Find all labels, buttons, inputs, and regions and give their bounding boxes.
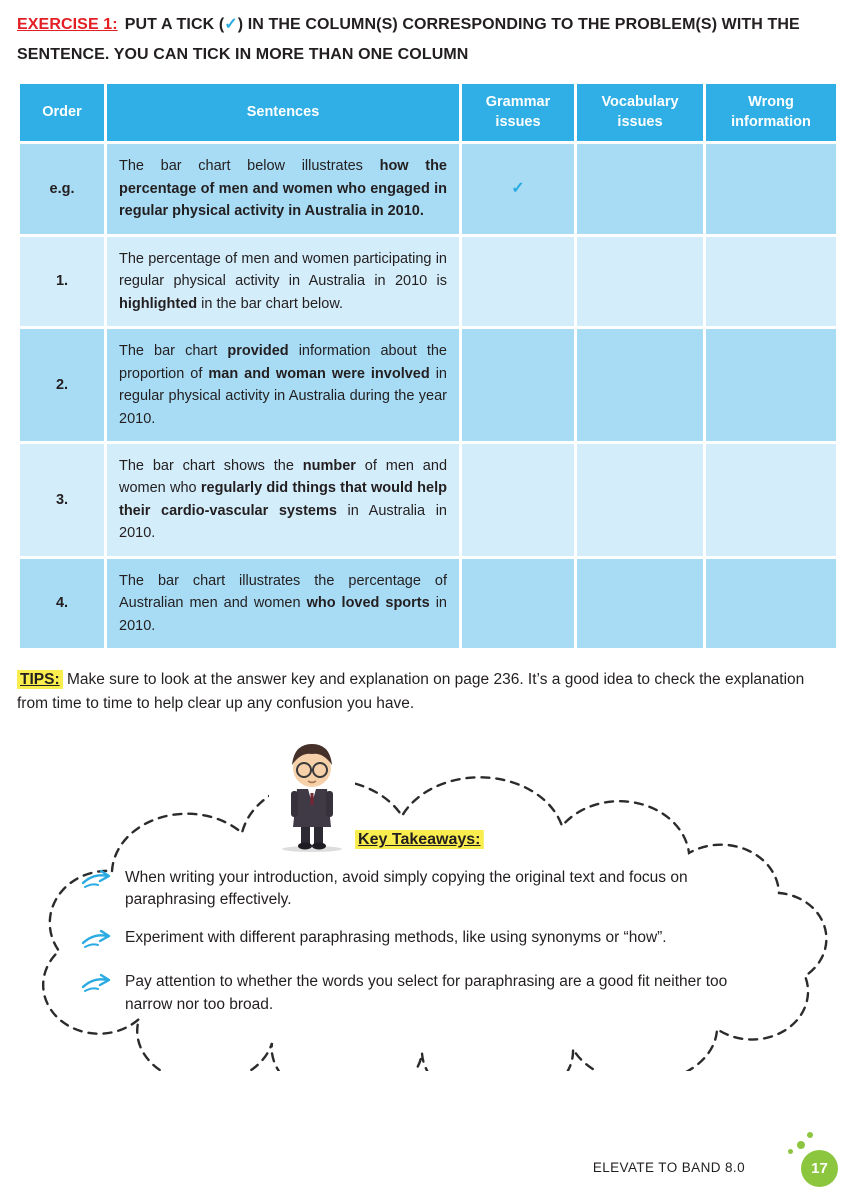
sentence-cell: The percentage of men and women participating in regular physical activity in Australia in 2010 is highlighted in the bar chart below. [107,237,459,326]
takeaway-list [81,867,771,1031]
order-cell: 3. [20,444,104,556]
tick-icon: ✓ [224,16,238,33]
tick-cell [462,329,574,441]
column-header: Vocabulary issues [577,84,703,141]
table-row [20,329,836,441]
sentence-cell: The bar chart illustrates the percentage of Australian men and women who loved sports in 2010. [107,559,459,648]
exercise-instruction-pre: PUT A TICK ( [124,16,225,33]
mascot-illustration [275,741,349,853]
order-cell: e.g. [20,144,104,233]
decorative-dot [797,1141,805,1149]
cloud-content [17,771,838,1071]
exercise-label: EXERCISE 1: [17,16,118,33]
exercise-table [17,81,839,651]
exercise-title [17,10,829,69]
brand-text: ELEVATE TO BAND 8.0 [592,1160,745,1175]
tick-cell [706,144,836,233]
tick-cell [462,144,574,233]
tick-cell [577,444,703,556]
arrow-icon [81,971,113,1000]
mascot-image [269,741,355,858]
tick-cell [577,144,703,233]
tips-paragraph [17,668,839,715]
order-cell: 2. [20,329,104,441]
tick-cell [577,237,703,326]
table-row [20,237,836,326]
table-row [20,559,836,648]
tick-cell [706,559,836,648]
takeaways-heading-label: Key Takeaways: [355,830,483,849]
tick-cell [462,559,574,648]
table-body [20,144,836,648]
sentence-cell: The bar chart provided information about the proportion of man and woman were involved in regular physical activity in Australia during the year 2010. [107,329,459,441]
arrow-icon [81,927,113,956]
takeaway-item [81,927,771,956]
column-header: Order [20,84,104,141]
takeaway-text: When writing your introduction, avoid simply copying the original text and focus on paraphrasing effectively. [125,868,688,909]
tips-text: Make sure to look at the answer key and explanation on page 236. It’s a good idea to check the explanation from time to time to help clear up any confusion you have. [17,671,805,712]
arrow-icon [81,867,113,896]
order-cell: 4. [20,559,104,648]
order-cell: 1. [20,237,104,326]
tick-mark-icon: ✓ [511,179,525,197]
tick-cell [577,329,703,441]
key-takeaways-cloud [17,741,838,1086]
takeaway-text: Pay attention to whether the words you select for paraphrasing are a good fit neither too narrow nor too broad. [125,973,728,1013]
column-header: Grammar issues [462,84,574,141]
column-header: Sentences [107,84,459,141]
sentence-cell: The bar chart below illustrates how the percentage of men and women who engaged in regular physical activity in Australia in 2010. [107,144,459,233]
tick-cell [706,329,836,441]
takeaway-text: Experiment with different paraphrasing methods, like using synonyms or “how”. [125,928,667,946]
takeaway-item [81,867,771,912]
page-number-badge: 17 [801,1150,838,1187]
column-header: Wrong information [706,84,836,141]
tick-cell [706,237,836,326]
tick-cell [462,237,574,326]
tick-cell [706,444,836,556]
table-row [20,144,836,233]
decorative-dot [788,1149,793,1154]
decorative-dot [807,1132,813,1138]
tips-label: TIPS: [17,670,63,689]
table-row [20,444,836,556]
takeaways-heading [355,831,483,849]
takeaway-item [81,971,771,1016]
exercise-instruction-post: ) IN THE COLUMN(S) CORRESPONDING TO THE PROBLEM(S) WITH THE SENTENCE. YOU CAN TICK IN MORE THAN ONE COLUMN [17,16,800,63]
sentence-cell: The bar chart shows the number of men and women who regularly did things that would help their cardio-vascular systems in Australia in 2010. [107,444,459,556]
tick-cell [577,559,703,648]
table-head-row [20,84,836,141]
tick-cell [462,444,574,556]
